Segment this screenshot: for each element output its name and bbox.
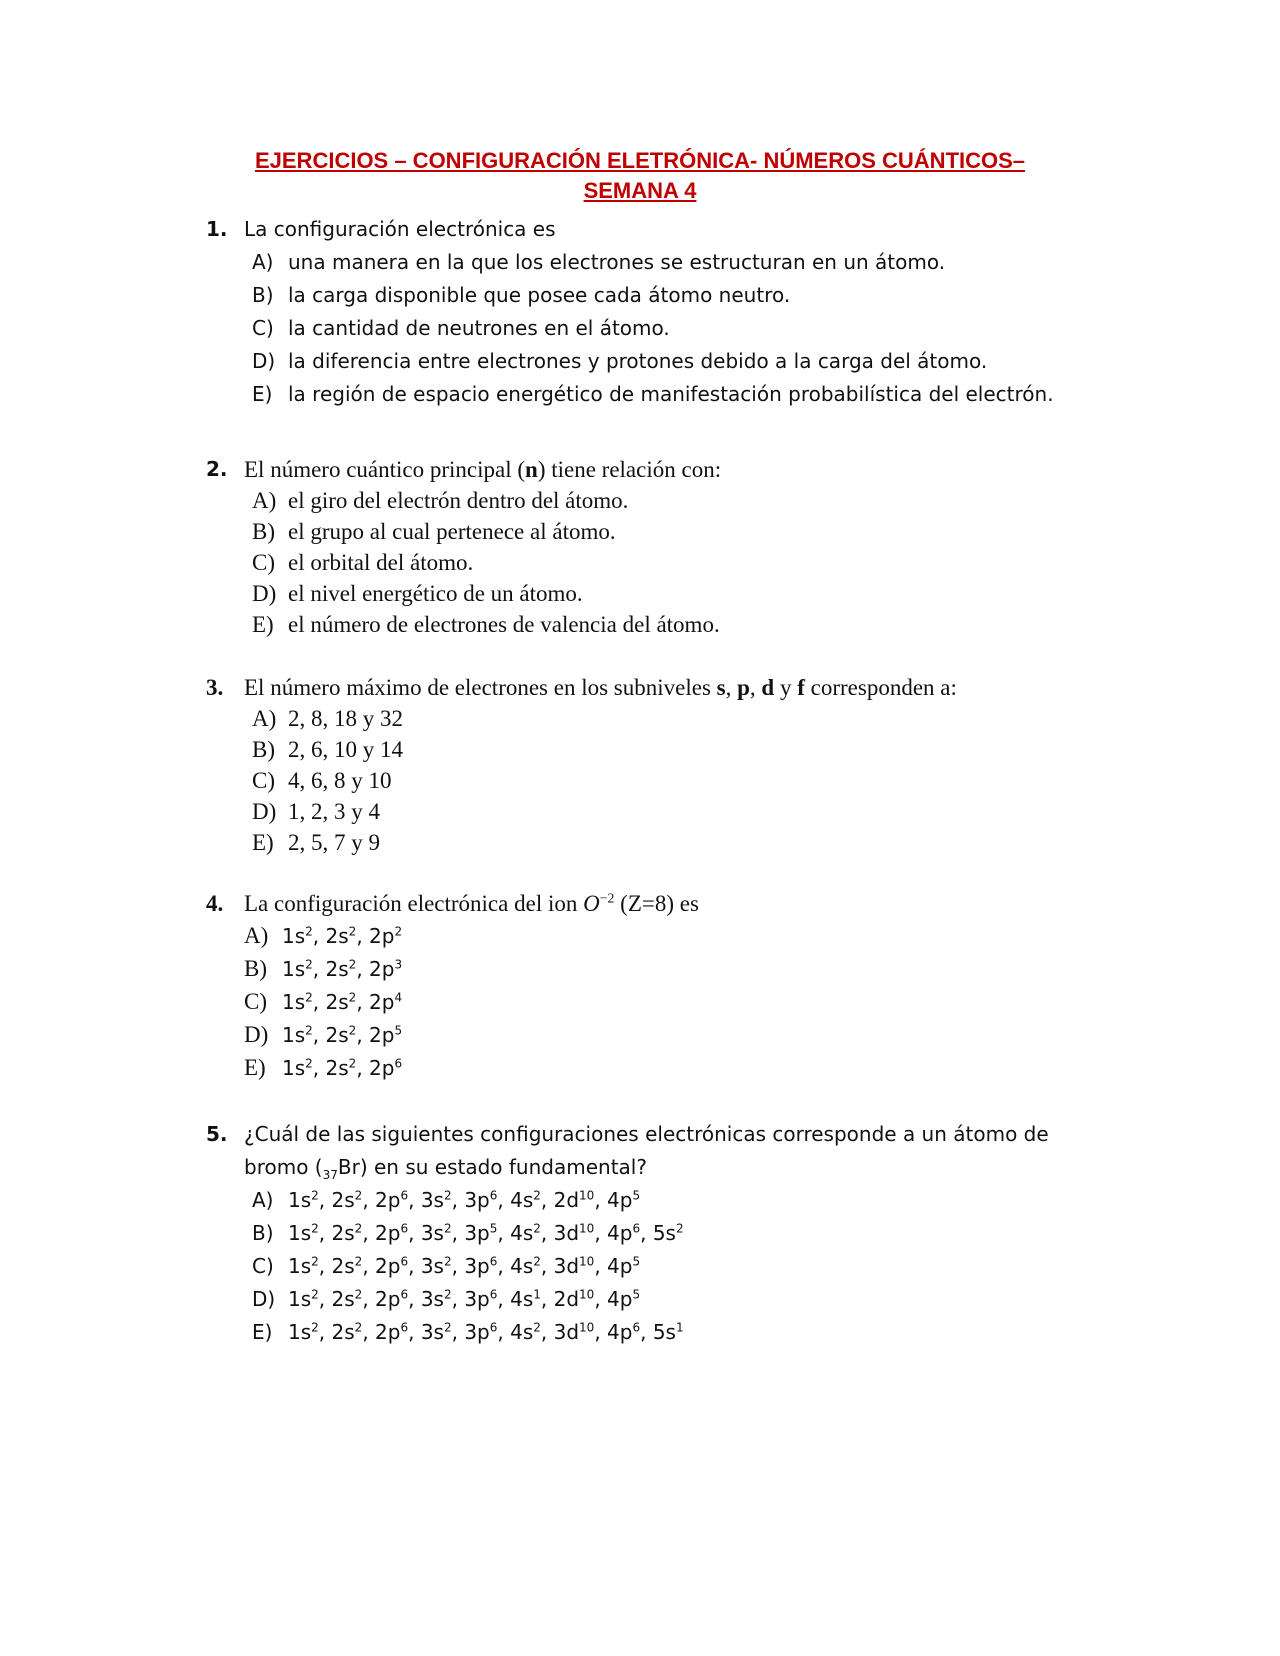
option-config: $1s^2$, $2s^2$, $2p^2$	[282, 924, 403, 948]
option-label: E)	[252, 612, 274, 637]
option-text: el nivel energético de un átomo.	[288, 581, 583, 606]
option-b[interactable]	[244, 952, 1106, 985]
option-text: 2, 6, 10 y 14	[288, 737, 403, 762]
question-stem: La configuración electrónica es	[244, 217, 556, 241]
option-d[interactable]	[252, 345, 1106, 378]
option-d[interactable]	[252, 578, 1106, 609]
option-label: A)	[252, 1188, 274, 1212]
option-label: C)	[252, 316, 274, 340]
option-label: B)	[252, 1221, 274, 1245]
option-b[interactable]	[252, 1217, 1106, 1250]
option-label: B)	[252, 737, 275, 762]
option-label: E)	[252, 1320, 273, 1344]
question-2	[206, 454, 1106, 640]
stem-bold-p: p	[737, 675, 750, 700]
question-3	[206, 672, 1106, 858]
option-a[interactable]	[252, 246, 1106, 279]
option-text: el orbital del átomo.	[288, 550, 474, 575]
stem-text: ) en su estado fundamental?	[359, 1155, 647, 1179]
option-c[interactable]	[252, 1250, 1106, 1283]
option-a[interactable]	[252, 1184, 1106, 1217]
option-label: B)	[252, 283, 274, 307]
option-a[interactable]	[252, 703, 1106, 734]
stem-text: ,	[749, 675, 762, 700]
title-line-1: EJERCICIOS – CONFIGURACIÓN ELETRÓNICA- NÚMEROS CUÁNTICOS–	[254, 148, 1026, 173]
option-label: C)	[252, 550, 275, 575]
question-stem	[244, 457, 721, 482]
option-text: 4, 6, 8 y 10	[288, 768, 392, 793]
question-number: 3.	[206, 675, 224, 700]
stem-text: bromo (	[244, 1155, 323, 1179]
option-text: 1, 2, 3 y 4	[288, 799, 380, 824]
option-label: E)	[244, 1055, 266, 1080]
option-config: $1s^2$, $2s^2$, $2p^6$, $3s^2$, $3p^6$, $4s^2$, $3d^{10}$, $4p^6$, $5s^1$	[288, 1320, 684, 1344]
stem-text: La configuración electrónica del ion	[244, 891, 584, 916]
option-b[interactable]	[252, 734, 1106, 765]
option-text: la diferencia entre electrones y protones debido a la carga del átomo.	[288, 349, 988, 373]
option-a[interactable]	[252, 485, 1106, 516]
option-config: $1s^2$, $2s^2$, $2p^6$	[282, 1056, 403, 1080]
option-text: la región de espacio energético de manifestación probabilística del electrón.	[288, 382, 1054, 406]
question-stem	[244, 891, 699, 916]
question-stem	[244, 675, 957, 700]
option-label: A)	[252, 706, 277, 731]
option-c[interactable]	[252, 547, 1106, 578]
question-number: 1.	[206, 217, 228, 241]
option-label: C)	[244, 989, 267, 1014]
question-stem-line-2	[244, 1155, 647, 1182]
option-text: el número de electrones de valencia del átomo.	[288, 612, 720, 637]
option-config: $1s^2$, $2s^2$, $2p^6$, $3s^2$, $3p^5$, $4s^2$, $3d^{10}$, $4p^6$, $5s^2$	[288, 1221, 684, 1245]
question-4	[206, 888, 1106, 1084]
option-config: $1s^2$, $2s^2$, $2p^6$, $3s^2$, $3p^6$, $4s^2$, $3d^{10}$, $4p^5$	[288, 1254, 641, 1278]
option-b[interactable]	[252, 279, 1106, 312]
question-5	[206, 1118, 1106, 1349]
question-number: 4.	[206, 891, 224, 916]
option-b[interactable]	[252, 516, 1106, 547]
option-e[interactable]	[244, 1051, 1106, 1084]
option-label: A)	[252, 250, 274, 274]
option-text: 2, 5, 7 y 9	[288, 830, 380, 855]
stem-text: ,	[725, 675, 738, 700]
option-label: A)	[244, 923, 269, 948]
option-label: D)	[252, 349, 276, 373]
option-label: C)	[252, 768, 275, 793]
ion-charge: −2	[599, 890, 615, 906]
option-text: una manera en la que los electrones se estructuran en un átomo.	[288, 250, 946, 274]
stem-text: ) tiene relación con:	[537, 457, 722, 482]
option-c[interactable]	[252, 765, 1106, 796]
option-label: C)	[252, 1254, 274, 1278]
atomic-number: 37	[322, 1168, 338, 1182]
option-label: B)	[252, 519, 275, 544]
option-label: E)	[252, 382, 273, 406]
stem-bold-d: d	[761, 675, 775, 700]
ion-symbol: O	[583, 891, 600, 916]
stem-bold-n: n	[525, 457, 538, 482]
option-config: $1s^2$, $2s^2$, $2p^3$	[282, 957, 403, 981]
option-text: la cantidad de neutrones en el átomo.	[288, 316, 670, 340]
question-number: 2.	[206, 457, 228, 481]
option-c[interactable]	[252, 312, 1106, 345]
option-d[interactable]	[252, 796, 1106, 827]
element-symbol: Br	[337, 1155, 360, 1179]
option-d[interactable]	[252, 1283, 1106, 1316]
option-text: el giro del electrón dentro del átomo.	[288, 488, 629, 513]
option-e[interactable]	[252, 1316, 1106, 1349]
option-config: $1s^2$, $2s^2$, $2p^4$	[282, 990, 403, 1014]
stem-text: El número cuántico principal (	[244, 457, 526, 482]
option-text: el grupo al cual pertenece al átomo.	[288, 519, 616, 544]
stem-bold-s: s	[716, 675, 726, 700]
option-text: la carga disponible que posee cada átomo neutro.	[288, 283, 791, 307]
option-config: $1s^2$, $2s^2$, $2p^6$, $3s^2$, $3p^6$, $4s^2$, $2d^{10}$, $4p^5$	[288, 1188, 641, 1212]
option-config: $1s^2$, $2s^2$, $2p^5$	[282, 1023, 403, 1047]
option-label: D)	[252, 1287, 276, 1311]
title-line-2: SEMANA 4	[583, 178, 697, 203]
stem-text: (Z=8) es	[614, 891, 699, 916]
option-e[interactable]	[252, 378, 1106, 411]
option-label: E)	[252, 830, 274, 855]
option-d[interactable]	[244, 1018, 1106, 1051]
stem-text: corresponden a:	[804, 675, 957, 700]
option-e[interactable]	[252, 827, 1106, 858]
option-text: 2, 8, 18 y 32	[288, 706, 403, 731]
option-label: D)	[252, 799, 277, 824]
option-e[interactable]	[252, 609, 1106, 640]
option-label: A)	[252, 488, 277, 513]
question-1	[206, 213, 1106, 411]
option-label: B)	[244, 956, 267, 981]
option-a[interactable]	[244, 919, 1106, 952]
page-title	[190, 146, 1090, 206]
stem-text: El número máximo de electrones en los subniveles	[244, 675, 717, 700]
option-config: $1s^2$, $2s^2$, $2p^6$, $3s^2$, $3p^6$, $4s^1$, $2d^{10}$, $4p^5$	[288, 1287, 641, 1311]
option-label: D)	[252, 581, 277, 606]
question-number: 5.	[206, 1122, 228, 1146]
option-label: D)	[244, 1022, 269, 1047]
question-stem-line-1: ¿Cuál de las siguientes configuraciones electrónicas corresponde a un átomo de	[244, 1122, 1049, 1146]
option-c[interactable]	[244, 985, 1106, 1018]
stem-bold-f: f	[797, 675, 805, 700]
stem-text: y	[774, 675, 798, 700]
